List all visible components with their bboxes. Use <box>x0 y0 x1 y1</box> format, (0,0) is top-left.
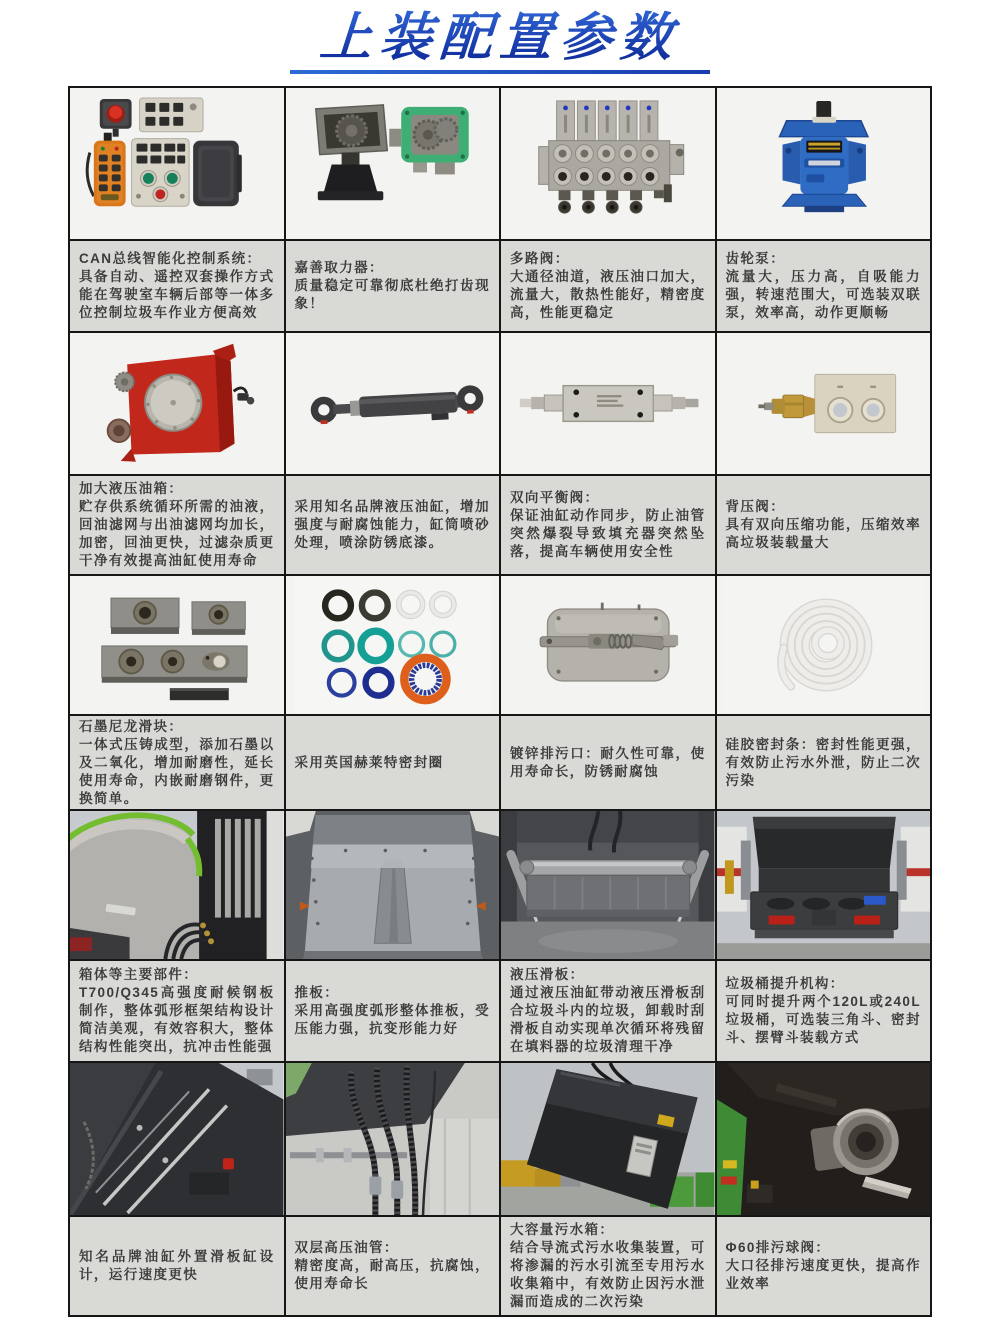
desc-cell-can-bus-control-system <box>70 241 284 331</box>
photo-cell-double-layer-high-pressure-pipes <box>286 1063 500 1215</box>
item-body: 一体式压铸成型，添加石墨以及二氧化，增加耐磨性，延长使用寿命，内嵌耐磨钢件，更换简单。 <box>79 736 275 806</box>
item-body: 通过液压油缸带动液压滑板刮合垃圾斗内的垃圾，卸载时刮滑板自动实现单次循环将残留在填料器的垃圾清理干净 <box>510 985 706 1054</box>
desc-cell-bidirectional-balance-valve <box>501 476 715 574</box>
desc-cell-drain-ball-valve <box>717 1217 931 1315</box>
photo-cell-back-pressure-valve <box>717 333 931 474</box>
item-title: Φ60排污球阀： <box>725 1240 831 1255</box>
item-body: 可同时提升两个120L或240L垃圾桶，可选装三角斗、密封斗、摆臂斗装载方式 <box>725 994 921 1045</box>
item-body: 大通径油道，液压油口加大，流量大，散热性能好，精密度高，性能更稳定 <box>510 269 706 320</box>
item-body: 精密度高，耐高压，抗腐蚀，使用寿命长 <box>294 1258 490 1291</box>
item-body: 结合导流式污水收集装置，可将渗漏的污水引流至专用污水收集箱中，有效防止因污水泄漏而造成的二次污染 <box>510 1240 706 1309</box>
bin-lifting-mechanism-photo <box>717 811 931 959</box>
item-body: 保证油缸动作同步，防止油管突然爆裂导致填充器突然坠落，提高车辆使用安全性 <box>510 508 706 559</box>
hydraulic-oil-tank-photo <box>70 333 284 474</box>
photo-cell-hydraulic-slide-plate <box>501 811 715 959</box>
desc-cell-hydraulic-slide-plate <box>501 961 715 1061</box>
photo-cell-galvanized-drain-port <box>501 576 715 714</box>
gear-pump-photo <box>717 88 931 239</box>
photo-cell-graphite-nylon-slider <box>70 576 284 714</box>
desc-cell-silicone-seal-strip <box>717 716 931 809</box>
desc-cell-hydraulic-cylinder <box>286 476 500 574</box>
hydraulic-slide-plate-photo <box>501 811 715 959</box>
hydraulic-cylinder-photo <box>286 333 500 474</box>
item-body: 质量稳定可靠彻底杜绝打齿现象！ <box>294 278 490 311</box>
desc-cell-external-slide-plate-cylinder <box>70 1217 284 1315</box>
title-underline <box>290 70 710 74</box>
desc-cell-gear-pump <box>717 241 931 331</box>
large-sewage-tank-photo <box>501 1063 715 1215</box>
item-title: 背压阀： <box>725 499 786 514</box>
item-body: 采用高强度弧形整体推板，受压能力强，抗变形能力好 <box>294 1003 490 1036</box>
silicone-seal-strip-photo <box>717 576 931 714</box>
galvanized-drain-port-photo <box>501 576 715 714</box>
item-title: 双层高压油管： <box>294 1240 399 1255</box>
can-bus-control-system-photo <box>70 88 284 239</box>
desc-cell-push-plate <box>286 961 500 1061</box>
push-plate-photo <box>286 811 500 959</box>
item-body: 具备自动、遥控双套操作方式能在驾驶室车辆后部等一体多位控制垃圾车作业方便高效 <box>79 269 275 320</box>
photo-cell-bidirectional-balance-valve <box>501 333 715 474</box>
desc-cell-multi-way-valve <box>501 241 715 331</box>
item-body: 大口径排污速度更快，提高作业效率 <box>725 1258 921 1291</box>
photo-cell-push-plate <box>286 811 500 959</box>
item-title: CAN总线智能化控制系统： <box>79 251 262 266</box>
back-pressure-valve-photo <box>717 333 931 474</box>
power-take-off-photo <box>286 88 500 239</box>
item-title: 大容量污水箱： <box>510 1222 615 1237</box>
item-title: 加大液压油箱： <box>79 481 184 496</box>
photo-cell-power-take-off <box>286 88 500 239</box>
photo-cell-multi-way-valve <box>501 88 715 239</box>
bidirectional-balance-valve-photo <box>501 333 715 474</box>
item-body: 知名品牌油缸外置滑板缸设计，运行速度更快 <box>79 1249 275 1282</box>
desc-cell-hydraulic-oil-tank <box>70 476 284 574</box>
desc-cell-back-pressure-valve <box>717 476 931 574</box>
truck-box-body-photo <box>70 811 284 959</box>
item-title: 多路阀： <box>510 251 570 266</box>
item-title: 石墨尼龙滑块： <box>79 718 184 734</box>
item-title: 箱体等主要部件： <box>79 967 199 982</box>
item-body: T700/Q345高强度耐候钢板制作，整体弧形框架结构设计简洁美观，有效容积大，整体结构性能突出，抗冲击性能强 <box>79 985 275 1054</box>
item-body: 采用知名品牌液压油缸，增加强度与耐腐蚀能力，缸筒喷砂处理，喷涂防锈底漆。 <box>294 499 490 550</box>
photo-cell-can-bus-control-system <box>70 88 284 239</box>
item-title: 双向平衡阀： <box>510 490 600 505</box>
page-header <box>0 0 1000 74</box>
photo-cell-external-slide-plate-cylinder <box>70 1063 284 1215</box>
photo-cell-silicone-seal-strip <box>717 576 931 714</box>
photo-cell-seal-ring-kit <box>286 576 500 714</box>
photo-cell-large-sewage-tank <box>501 1063 715 1215</box>
item-title: 液压滑板： <box>510 967 585 982</box>
item-body: 镀锌排污口：耐久性可靠，使用寿命长，防锈耐腐蚀 <box>510 745 706 779</box>
desc-cell-power-take-off <box>286 241 500 331</box>
photo-cell-gear-pump <box>717 88 931 239</box>
photo-cell-truck-box-body <box>70 811 284 959</box>
spec-table <box>68 86 932 1317</box>
desc-cell-bin-lifting-mechanism <box>717 961 931 1061</box>
photo-cell-hydraulic-oil-tank <box>70 333 284 474</box>
item-body: 贮存供系统循环所需的油液，回油滤网与出油滤网均加长，加密，回油更快，过滤杂质更干净有效提高油缸使用寿命 <box>79 499 275 568</box>
item-title: 推板： <box>294 985 340 1000</box>
photo-cell-bin-lifting-mechanism <box>717 811 931 959</box>
photo-cell-hydraulic-cylinder <box>286 333 500 474</box>
item-body: 采用英国赫莱特密封圈 <box>294 754 444 770</box>
desc-cell-seal-ring-kit <box>286 716 500 809</box>
external-slide-plate-cylinder-photo <box>70 1063 284 1215</box>
desc-cell-large-sewage-tank <box>501 1217 715 1315</box>
item-title: 垃圾桶提升机构： <box>725 976 845 991</box>
double-layer-high-pressure-pipes-photo <box>286 1063 500 1215</box>
item-title: 嘉善取力器： <box>294 260 384 275</box>
desc-cell-truck-box-body <box>70 961 284 1061</box>
seal-ring-kit-photo <box>286 576 500 714</box>
photo-cell-drain-ball-valve <box>717 1063 931 1215</box>
page-title: 上装配置参数 <box>317 9 683 67</box>
drain-ball-valve-photo <box>717 1063 931 1215</box>
multi-way-valve-photo <box>501 88 715 239</box>
graphite-nylon-slider-photo <box>70 576 284 714</box>
desc-cell-double-layer-high-pressure-pipes <box>286 1217 500 1315</box>
desc-cell-galvanized-drain-port <box>501 716 715 809</box>
item-body: 流量大，压力高，自吸能力强，转速范围大，可选装双联泵，效率高，动作更顺畅 <box>725 269 921 320</box>
item-body: 硅胶密封条：密封性能更强，有效防止污水外泄，防止二次污染 <box>725 736 921 788</box>
item-title: 齿轮泵： <box>725 251 786 266</box>
item-body: 具有双向压缩功能，压缩效率高垃圾装载量大 <box>725 517 921 550</box>
desc-cell-graphite-nylon-slider <box>70 716 284 809</box>
